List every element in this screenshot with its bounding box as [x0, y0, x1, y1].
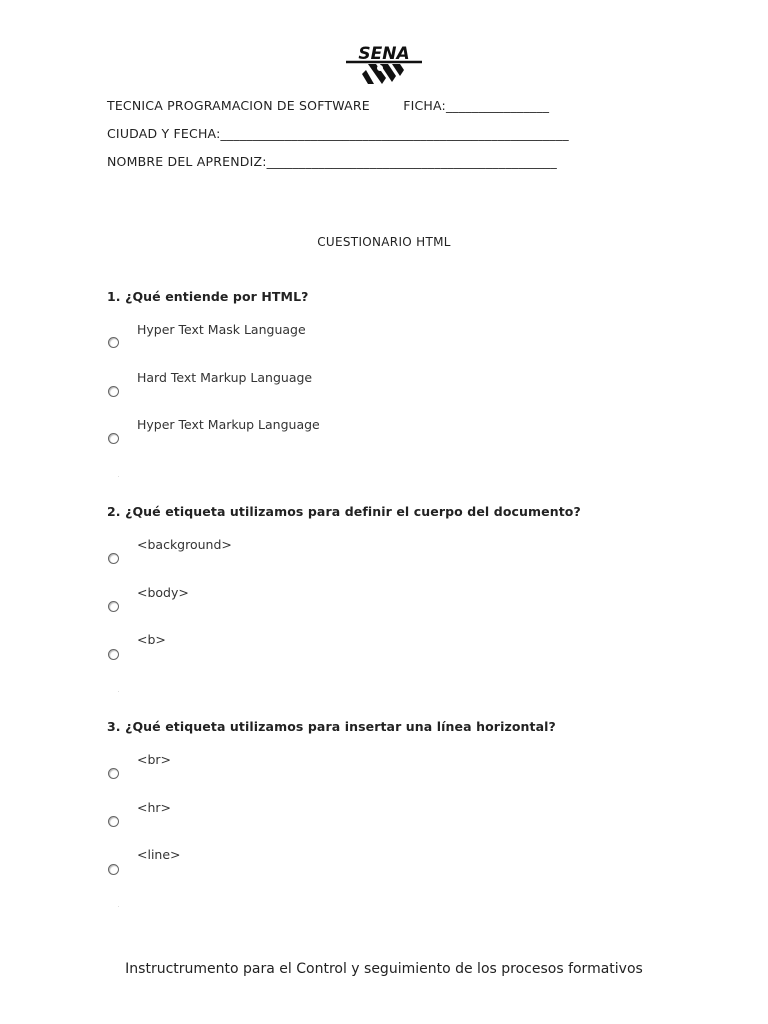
q3-end-marker: [118, 906, 119, 907]
q3-option-2-label: <hr>: [137, 800, 172, 815]
q2-option-3-label: <b>: [137, 632, 166, 647]
apprentice-name-line: NOMBRE DEL APRENDIZ:_____________________________________________: [107, 154, 557, 169]
q1-option-2-label: Hard Text Markup Language: [137, 370, 313, 385]
q3-option-3-radio[interactable]: [108, 864, 119, 875]
q1-option-2-radio[interactable]: [108, 386, 119, 397]
q2-option-2-label: <body>: [137, 585, 189, 600]
q1-end-marker: [118, 476, 119, 477]
q2-option-1-radio[interactable]: [108, 553, 119, 564]
q1-option-1-radio[interactable]: [108, 337, 119, 348]
q2-option-2-radio[interactable]: [108, 601, 119, 612]
q1-option-1-label: Hyper Text Mask Language: [137, 322, 306, 337]
document-title: CUESTIONARIO HTML: [317, 235, 451, 249]
question-1: 1. ¿Qué entiende por HTML?: [107, 289, 309, 304]
q1-option-3-label: Hyper Text Markup Language: [137, 417, 320, 432]
logo-text: SENA: [358, 44, 410, 64]
sena-logo: [344, 40, 424, 86]
q3-option-2-radio[interactable]: [108, 816, 119, 827]
question-3: 3. ¿Qué etiqueta utilizamos para insertar una línea horizontal?: [107, 719, 556, 734]
q2-option-3-radio[interactable]: [108, 649, 119, 660]
question-2: 2. ¿Qué etiqueta utilizamos para definir el cuerpo del documento?: [107, 504, 581, 519]
program-ficha-line: TECNICA PROGRAMACION DE SOFTWARE FICHA:________________: [107, 98, 550, 113]
city-date-line: CIUDAD Y FECHA:______________________________________________________: [107, 126, 569, 141]
q2-end-marker: [118, 691, 119, 692]
q3-option-1-label: <br>: [137, 752, 172, 767]
q1-option-3-radio[interactable]: [108, 433, 119, 444]
q3-option-1-radio[interactable]: [108, 768, 119, 779]
page-footer: Instructrumento para el Control y seguimiento de los procesos formativos: [125, 961, 643, 977]
q2-option-1-label: <background>: [137, 537, 232, 552]
q3-option-3-label: <line>: [137, 847, 181, 862]
